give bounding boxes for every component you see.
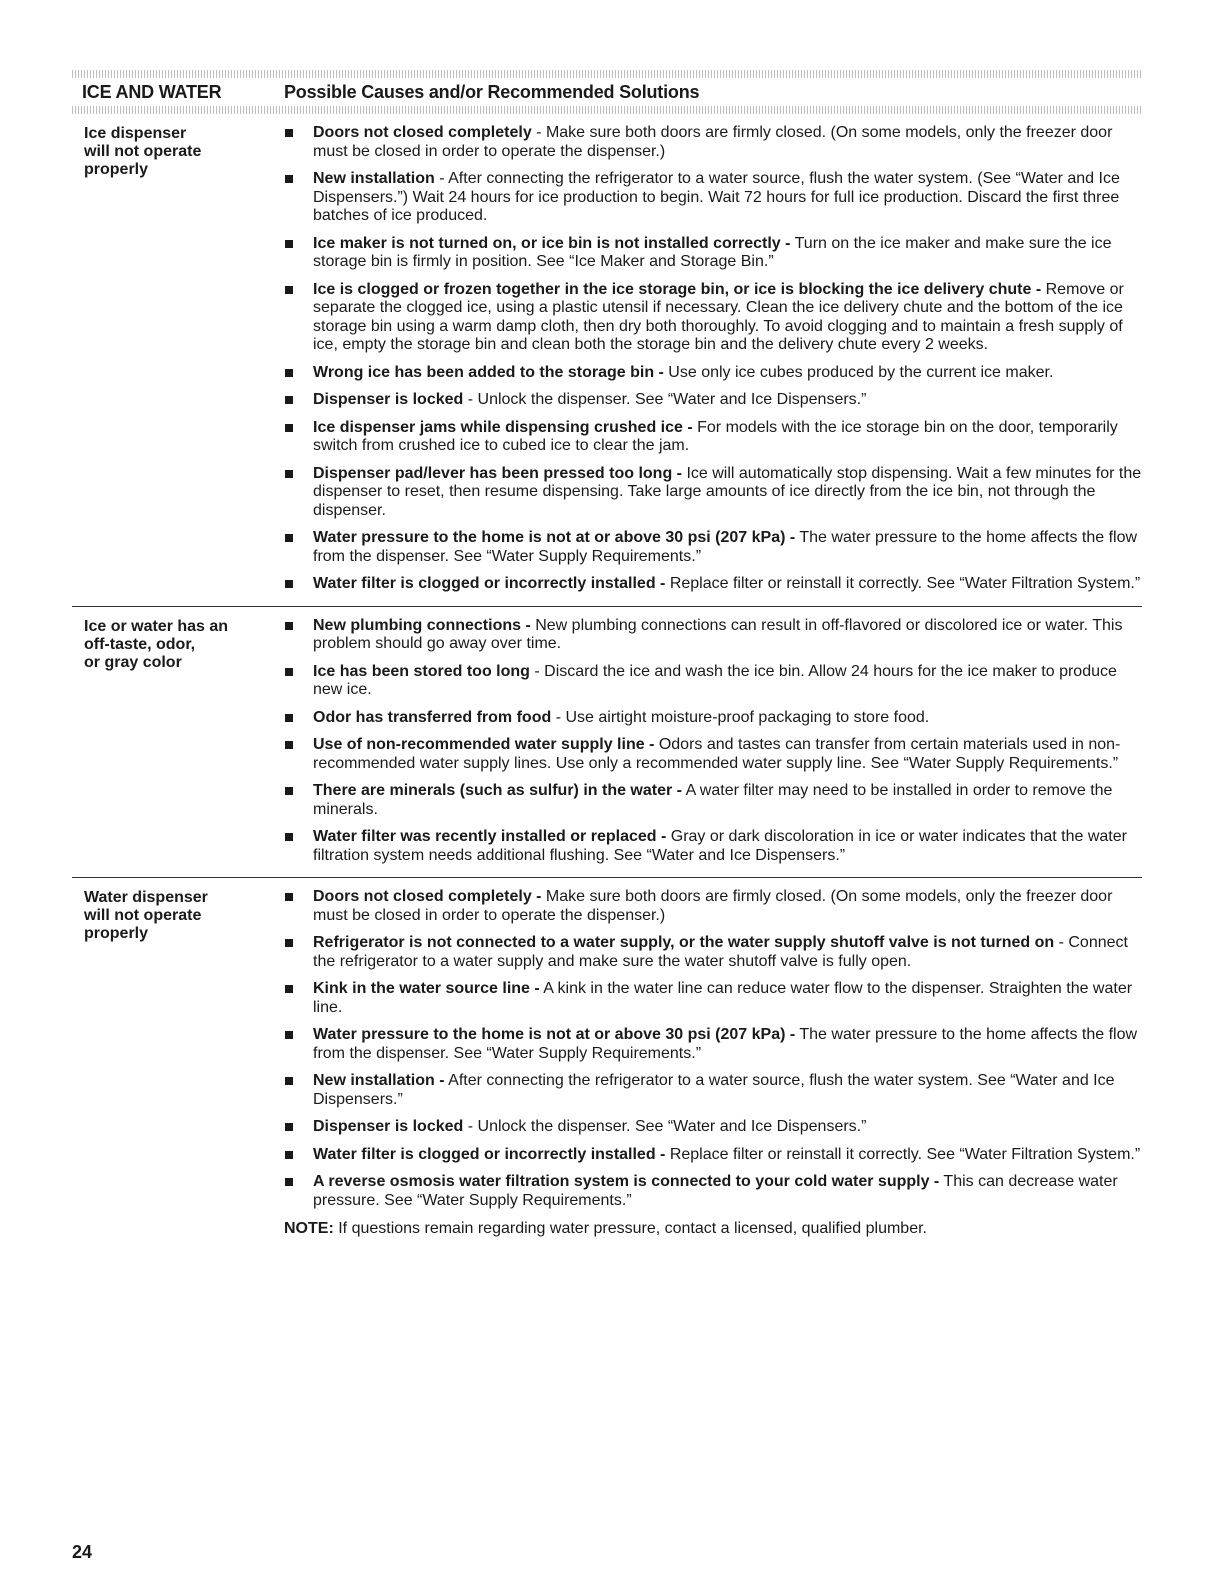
solution-text: - After connecting the refrigerator to a water source, flush the water system. (See “Water and Ice Dispensers.”) Wait 24 hours for ice production to begin. Wait 72 hours for full ice production. Discard the first three batches of ice produced.	[313, 170, 1120, 224]
cause-title: Ice maker is not turned on, or ice bin is not installed correctly -	[313, 234, 791, 252]
solution-text: Ice will automatically stop dispensing. Wait a few minutes for the dispenser to reset, then resume dispensing. Take large amounts of ice directly from the ice bin, not through the dispenser.	[313, 464, 1142, 519]
cause-title: Ice is clogged or frozen together in the ice storage bin, or ice is blocking the ice delivery chute -	[313, 280, 1042, 298]
list-item	[284, 124, 1142, 161]
list-item	[284, 709, 1142, 728]
square-bullet-icon	[284, 364, 313, 383]
cause-title: Kink in the water source line -	[313, 980, 540, 997]
cause-title: Water pressure to the home is not at or above 30 psi (207 kPa) -	[313, 1026, 796, 1043]
square-bullet-icon	[284, 980, 313, 1017]
list-item	[284, 934, 1142, 971]
item-text	[313, 736, 1142, 773]
cause-title: Odor has transferred from food	[313, 708, 552, 726]
item-text	[313, 575, 1142, 594]
solution-text: - Make sure both doors are firmly closed. (On some models, only the freezer door must be closed in order to operate the dispenser.)	[313, 124, 1113, 160]
item-text	[313, 934, 1142, 971]
item-text	[313, 888, 1142, 925]
solution-text: Replace filter or reinstall it correctly. See “Water Filtration System.”	[665, 1145, 1141, 1163]
solutions-column	[284, 124, 1142, 594]
solution-text: - Unlock the dispenser. See “Water and Ice Dispensers.”	[463, 391, 867, 408]
solutions-list	[284, 617, 1142, 866]
square-bullet-icon	[284, 888, 313, 925]
item-text	[313, 235, 1142, 272]
item-text	[313, 281, 1142, 355]
item-text	[313, 124, 1142, 161]
square-bullet-icon	[284, 828, 313, 865]
item-text	[313, 980, 1142, 1017]
header-hatch-rule	[72, 106, 1142, 114]
square-bullet-icon	[284, 1072, 313, 1109]
solution-text: After connecting the refrigerator to a water source, flush the water system. See “Water and Ice Dispensers.”	[313, 1072, 1115, 1108]
solution-text: Use only ice cubes produced by the current ice maker.	[663, 363, 1054, 381]
note	[284, 1220, 1142, 1239]
problem-label: Water dispenser will not operate properly	[84, 889, 208, 942]
cause-title: Dispenser pad/lever has been pressed too long -	[313, 464, 682, 482]
list-item	[284, 1118, 1142, 1137]
square-bullet-icon	[284, 281, 313, 355]
cause-title: Ice dispenser jams while dispensing crushed ice -	[313, 418, 693, 436]
solution-text: Odors and tastes can transfer from certain materials used in non-recommended water supply lines. Use only a recommended water supply line. See “Water Supply Requirements.”	[313, 736, 1121, 772]
solution-text: Remove or separate the clogged ice, using a plastic utensil if necessary. Clean the ice delivery chute and the bottom of the ice storage bin using a warm damp cloth, then dry both thoroughly. To avoid clogging and to maintain a fresh supply of ice, empty the storage bin and clean both the storage bin and the delivery chute every 2 weeks.	[313, 280, 1124, 353]
list-item	[284, 1173, 1142, 1210]
solution-text: Make sure both doors are firmly closed. (On some models, only the freezer door must be closed in order to operate the dispenser.)	[313, 888, 1113, 924]
solution-text: The water pressure to the home affects the flow from the dispenser. See “Water Supply Requirements.”	[313, 1026, 1138, 1062]
square-bullet-icon	[284, 1146, 313, 1165]
problem-label: Ice dispenser will not operate properly	[84, 125, 202, 178]
item-text	[313, 529, 1142, 566]
top-hatch-rule	[72, 70, 1142, 78]
list-item	[284, 419, 1142, 456]
solution-text: Replace filter or reinstall it correctly. See “Water Filtration System.”	[665, 575, 1141, 592]
solutions-list	[284, 124, 1142, 594]
item-text	[313, 419, 1142, 456]
solution-text: Gray or dark discoloration in ice or water indicates that the water filtration system needs additional flushing. See “Water and Ice Dispensers.”	[313, 828, 1127, 864]
square-bullet-icon	[284, 529, 313, 566]
note-text: If questions remain regarding water pressure, contact a licensed, qualified plumber.	[333, 1220, 927, 1237]
cause-title: Water pressure to the home is not at or above 30 psi (207 kPa) -	[313, 529, 796, 546]
square-bullet-icon	[284, 1026, 313, 1063]
item-text	[313, 1026, 1142, 1063]
solution-text: Turn on the ice maker and make sure the ice storage bin is firmly in position. See “Ice Maker and Storage Bin.”	[313, 234, 1112, 270]
solution-text: - Use airtight moisture-proof packaging to store food.	[551, 708, 930, 726]
square-bullet-icon	[284, 663, 313, 700]
solutions-column	[284, 617, 1142, 866]
item-text	[313, 170, 1142, 226]
list-item	[284, 980, 1142, 1017]
list-item	[284, 828, 1142, 865]
list-item	[284, 1072, 1142, 1109]
list-item	[284, 235, 1142, 272]
cause-title: Doors not closed completely -	[313, 888, 542, 905]
cause-title: New installation	[313, 170, 435, 187]
section	[72, 114, 1142, 606]
problem-label: Ice or water has an off-taste, odor, or gray color	[84, 617, 229, 671]
list-item	[284, 1026, 1142, 1063]
cause-title: Water filter is clogged or incorrectly installed -	[313, 575, 666, 592]
list-item	[284, 575, 1142, 594]
square-bullet-icon	[284, 736, 313, 773]
section	[72, 877, 1142, 1251]
item-text	[313, 1072, 1142, 1109]
item-text	[313, 391, 1142, 410]
item-text	[313, 709, 1142, 728]
note-label: NOTE:	[284, 1220, 334, 1237]
square-bullet-icon	[284, 124, 313, 161]
solution-text: The water pressure to the home affects the flow from the dispenser. See “Water Supply Requirements.”	[313, 529, 1138, 565]
item-text	[313, 1146, 1142, 1165]
list-item	[284, 736, 1142, 773]
cause-title: Wrong ice has been added to the storage bin -	[313, 363, 664, 381]
square-bullet-icon	[284, 575, 313, 594]
cause-title: Refrigerator is not connected to a water supply, or the water supply shutoff valve is not turned on	[313, 934, 1055, 951]
solution-text: New plumbing connections can result in off-flavored or discolored ice or water. This problem should go away over time.	[313, 616, 1123, 652]
solutions-list	[284, 888, 1142, 1210]
item-text	[313, 617, 1142, 654]
section	[72, 606, 1142, 878]
solution-text: A kink in the water line can reduce water flow to the dispenser. Straighten the water line.	[313, 980, 1133, 1016]
cause-title: There are minerals (such as sulfur) in the water -	[313, 782, 682, 799]
list-item	[284, 391, 1142, 410]
square-bullet-icon	[284, 617, 313, 654]
list-item	[284, 364, 1142, 383]
cause-title: Dispenser is locked	[313, 1118, 464, 1135]
table-header	[72, 78, 1142, 106]
item-text	[313, 1118, 1142, 1137]
list-item	[284, 281, 1142, 355]
cause-title: New installation -	[313, 1072, 445, 1089]
solution-text: - Discard the ice and wash the ice bin. Allow 24 hours for the ice maker to produce new ice.	[313, 662, 1117, 698]
cause-title: Dispenser is locked	[313, 391, 464, 408]
item-text	[313, 663, 1142, 700]
item-text	[313, 1173, 1142, 1210]
solution-text: A water filter may need to be installed in order to remove the minerals.	[313, 782, 1113, 818]
item-text	[313, 465, 1142, 521]
square-bullet-icon	[284, 391, 313, 410]
cause-title: Ice has been stored too long	[313, 662, 530, 680]
square-bullet-icon	[284, 1118, 313, 1137]
solution-text: - Connect the refrigerator to a water supply and make sure the water shutoff valve is fully open.	[313, 934, 1128, 970]
square-bullet-icon	[284, 1173, 313, 1210]
list-item	[284, 465, 1142, 521]
cause-title: New plumbing connections -	[313, 616, 531, 634]
square-bullet-icon	[284, 465, 313, 521]
square-bullet-icon	[284, 782, 313, 819]
list-item	[284, 782, 1142, 819]
square-bullet-icon	[284, 235, 313, 272]
sections-container	[72, 114, 1142, 1251]
item-text	[313, 782, 1142, 819]
solution-text: For models with the ice storage bin on the door, temporarily switch from crushed ice to cubed ice to clear the jam.	[313, 418, 1118, 454]
square-bullet-icon	[284, 170, 313, 226]
list-item	[284, 1146, 1142, 1165]
cause-title: Water filter was recently installed or replaced -	[313, 828, 667, 845]
solution-text: This can decrease water pressure. See “Water Supply Requirements.”	[313, 1173, 1118, 1209]
square-bullet-icon	[284, 419, 313, 456]
list-item	[284, 663, 1142, 700]
header-solutions: Possible Causes and/or Recommended Solutions	[284, 81, 700, 102]
solutions-column	[284, 888, 1142, 1239]
item-text	[313, 828, 1142, 865]
header-category: ICE AND WATER	[82, 81, 222, 102]
cause-title: A reverse osmosis water filtration system is connected to your cold water supply -	[313, 1173, 940, 1190]
list-item	[284, 617, 1142, 654]
page-number: 24	[72, 1542, 93, 1562]
list-item	[284, 529, 1142, 566]
square-bullet-icon	[284, 934, 313, 971]
solution-text: - Unlock the dispenser. See “Water and Ice Dispensers.”	[463, 1118, 867, 1135]
cause-title: Doors not closed completely	[313, 124, 532, 141]
cause-title: Water filter is clogged or incorrectly installed -	[313, 1145, 666, 1163]
list-item	[284, 888, 1142, 925]
square-bullet-icon	[284, 709, 313, 728]
item-text	[313, 364, 1142, 383]
list-item	[284, 170, 1142, 226]
cause-title: Use of non-recommended water supply line -	[313, 736, 655, 753]
troubleshooting-table	[72, 70, 1142, 1251]
